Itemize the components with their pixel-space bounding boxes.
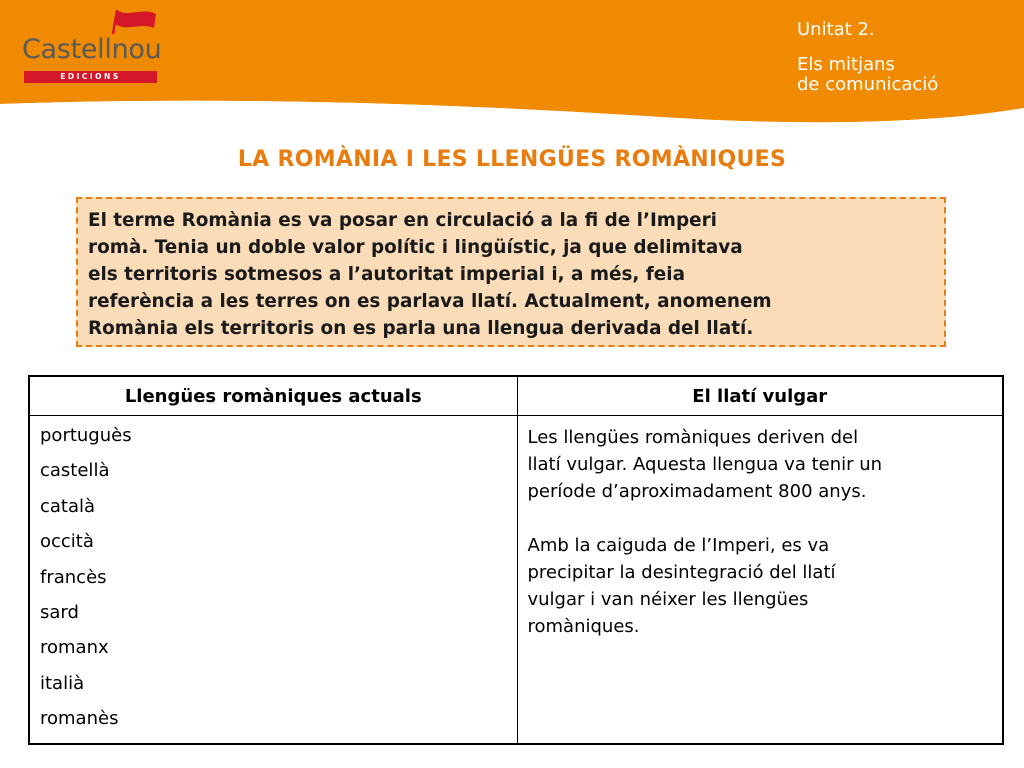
list-item: romanès (40, 708, 119, 730)
table-header-row (29, 376, 1003, 416)
unit-topic-line2: de comunicació (797, 74, 939, 95)
latin-paragraph (528, 424, 993, 505)
intro-line: Romània els territoris on es parla una llengua derivada del llatí. (88, 318, 754, 339)
brand-sub: EDICIONS (24, 71, 157, 83)
unit-info (797, 20, 938, 95)
latin-line: Les llengües romàniques deriven del (527, 427, 859, 448)
list-item: romanx (40, 637, 109, 659)
brand-name: Castellnou (22, 34, 162, 65)
vulgar-latin-cell (517, 416, 1003, 744)
latin-line: Amb la caiguda de l’Imperi, es va (527, 535, 830, 556)
languages-list (30, 416, 517, 743)
intro-line: romà. Tenia un doble valor polític i lingüístic, ja que delimitava (88, 237, 743, 258)
list-item: occità (40, 531, 94, 553)
latin-line: llatí vulgar. Aquesta llengua va tenir un (527, 454, 883, 475)
latin-line: romàniques. (527, 616, 640, 637)
list-item: francès (40, 566, 107, 588)
header-romance-languages: Llengües romàniques actuals (29, 376, 517, 416)
intro-box (76, 197, 946, 347)
header-vulgar-latin: El llatí vulgar (517, 376, 1003, 416)
latin-line: precipitar la desintegració del llatí (527, 562, 836, 583)
table-row (29, 416, 1003, 744)
latin-line: període d’aproximadament 800 anys. (527, 481, 867, 502)
list-item: sard (40, 601, 79, 623)
latin-line: vulgar i van néixer les llengües (527, 589, 809, 610)
list-item: italià (40, 672, 85, 694)
intro-line: els territoris sotmesos a l’autoritat imperial i, a més, feia (88, 264, 685, 285)
latin-paragraph (528, 532, 993, 640)
list-item: català (40, 495, 96, 517)
intro-line: El terme Romània es va posar en circulació a la fi de l’Imperi (88, 210, 717, 231)
languages-table (28, 375, 1004, 745)
list-item: castellà (40, 460, 110, 482)
brand-logo (20, 8, 165, 80)
languages-cell (29, 416, 517, 744)
list-item: portuguès (40, 425, 132, 446)
unit-number: Unitat 2. (797, 19, 875, 40)
intro-line: referència a les terres on es parlava llatí. Actualment, anomenem (88, 291, 772, 312)
unit-topic-line1: Els mitjans (797, 54, 895, 75)
slide-title: LA ROMÀNIA I LES LLENGÜES ROMÀNIQUES (237, 147, 787, 172)
